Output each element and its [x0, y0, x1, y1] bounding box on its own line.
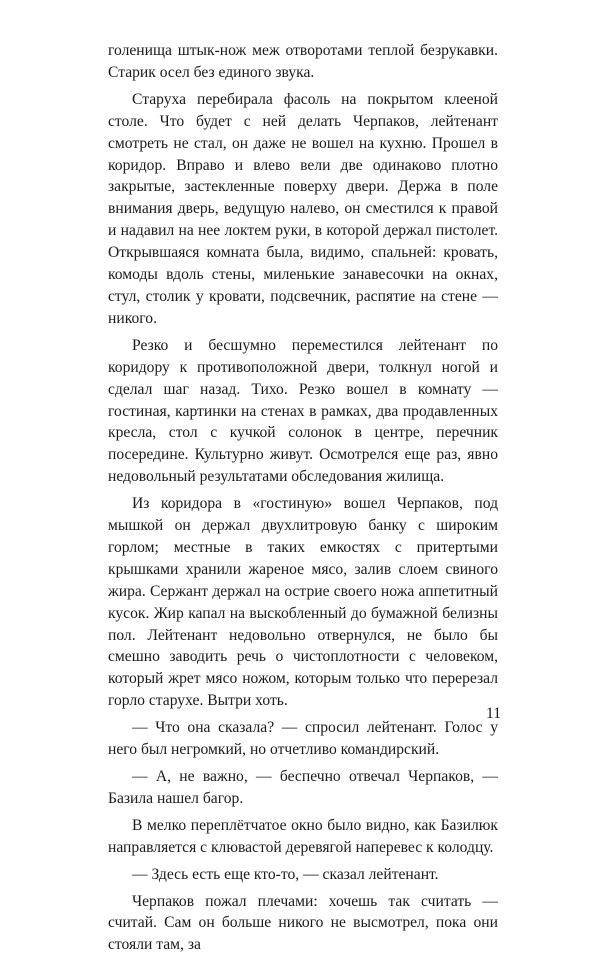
paragraph: Резко и бесшумно переместился лейтенант по коридору к противоположной двери, толкнул ногой и сделал шаг назад. Тихо. Резко вошел в комнату — гостиная, картинки на стенах в рамках, два продавленных кресла, стол с кучкой солонок в центре, перечник посередине. Культурно живут. Осмотрелся еще раз, явно недовольный результатами обследования жилища. — [108, 336, 498, 486]
paragraph: — Что она сказала? — спросил лейтенант. Голос у него был негромкий, но отчетливо командирский. — [108, 719, 498, 759]
paragraph: голенища штык-нож меж отворотами теплой безрукавки. Старик осел без единого звука. — [108, 42, 498, 81]
paragraph: — Здесь есть еще кто-то, — сказал лейтенант. — [132, 865, 439, 883]
paragraph: Старуха перебирала фасоль на покрытом клееной столе. Что будет с ней делать Черпаков, лейтенант смотреть не стал, он даже не вошел на кухню. Прошел в коридор. Вправо и влево вели две одинаково плотно закрытые, застекленные поверху двери. Держа в поле внимания дверь, ведущую налево, он сместился к правой и надавил на нее локтем руки, в которой держал пистолет. Открывшаяся комната была, видимо, спальней: кровать, комоды вдоль стены, миленькие занавесочки на окнах, стул, столик у кровати, подсвечник, распятие на стене — никого. — [108, 90, 498, 327]
paragraph: Из коридора в «гостиную» вошел Черпаков, под мышкой он держал двухлитровую банку с широким горлом; местные в таких емкостях с притертыми крышками хранили жареное мясо, залив слоем свиного жира. Сержант держал на острие своего ножа аппетитный кусок. Жир капал на выскобленный до бумажной белизны пол. Лейтенант недовольно отвернулся, не было бы смешно заводить речь о чистоплотности с человеком, который жрет мясо ножом, которым только что перерезал горло старухе. Вытри хоть. — [108, 495, 498, 710]
page-body — [108, 40, 498, 961]
paragraph: — А, не важно, — беспечно отвечал Черпаков, — Базила нашел багор. — [108, 768, 498, 807]
paragraph: Черпаков пожал плечами: хочешь так считать — считай. Сам он больше никого не высмотрел, пока они стояли там, за — [108, 892, 498, 954]
page-number: 11 — [485, 705, 501, 722]
paragraph: В мелко переплётчатое окно было видно, как Базилюк направляется с клювастой деревягой наперевес к колодцу. — [108, 816, 498, 856]
